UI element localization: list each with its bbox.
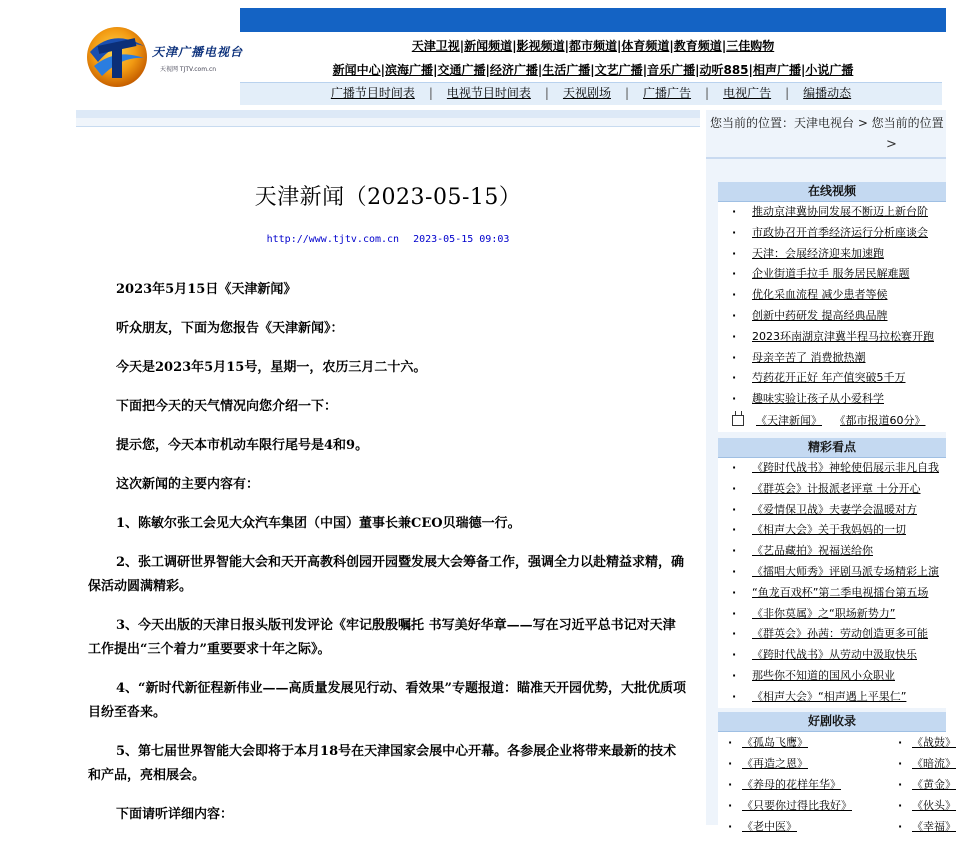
article-paragraph: 1、陈敏尔张工会见大众汽车集团（中国）董事长兼CEO贝瑞德一行。 — [116, 516, 521, 531]
article-source-url[interactable]: http://www.tjtv.com.cn — [266, 234, 400, 245]
content-top-strip-light — [76, 118, 700, 127]
nav-news-channel[interactable]: 新闻频道 — [464, 39, 513, 53]
article-paragraph: 今天是2023年5月15号，星期一，农历三月二十六。 — [116, 360, 427, 375]
highlights-panel — [718, 438, 946, 708]
list-item[interactable]: · 芍药花开正好 年产值突破5千万 — [718, 368, 946, 389]
logo-subtext: 天视网 TJTV.com.cn — [160, 66, 217, 73]
list-item[interactable]: · 《伙头》 — [888, 795, 948, 816]
list-item[interactable]: · 《跨时代战书》神轮使侣展示非凡自我 — [718, 458, 946, 479]
list-item[interactable]: · 《只要你过得比我好》 — [718, 795, 888, 816]
list-item[interactable]: · 《相声大会》关于我妈妈的一切 — [718, 520, 946, 541]
article-paragraph: 下面把今天的天气情况向您介绍一下： — [116, 399, 338, 414]
nav-traffic-radio[interactable]: 交通广播 — [437, 63, 486, 77]
tv-link-city-report[interactable]: 《都市报道60分》 — [840, 413, 926, 427]
dramas-panel — [718, 712, 956, 837]
nav-885-radio[interactable]: 动听885 — [699, 63, 749, 77]
tv-icon — [732, 415, 744, 426]
nav-news-center[interactable]: 新闻中心 — [332, 63, 381, 77]
nav-tv-ads[interactable]: 电视广告 — [723, 86, 772, 100]
dramas-title: 好剧收录 — [718, 712, 946, 732]
nav-tv-schedule[interactable]: 电视节目时间表 — [446, 86, 531, 100]
article-paragraph: 听众朋友，下面为您报告《天津新闻》： — [116, 321, 344, 336]
radio-channel-nav: 新闻中心|滨海广播|交通广播|经济广播|生活广播|文艺广播|音乐广播|动听885|相声广播|小说广播 — [332, 63, 854, 77]
nav-arts-radio[interactable]: 文艺广播 — [594, 63, 643, 77]
list-item[interactable]: · 创新中药研发 提高经典品牌 — [718, 306, 946, 327]
schedule-subnav: 广播节目时间表 | 电视节目时间表 | 天视剧场 | 广播广告 | 电视广告 | 编播动态 — [240, 82, 942, 105]
list-item[interactable]: · 《养母的花样年华》 — [718, 774, 888, 795]
article-paragraph: 提示您，今天本市机动车限行尾号是4和9。 — [116, 438, 369, 453]
logo-text: 天津广播电视台 — [152, 45, 244, 59]
list-item[interactable]: · 天津：会展经济迎来加速跑 — [718, 244, 946, 265]
list-item[interactable]: · 《孤岛飞鹰》 — [718, 732, 888, 753]
nav-binhai-radio[interactable]: 滨海广播 — [385, 63, 434, 77]
nav-tianjin-tv[interactable]: 天津卫视 — [411, 39, 460, 53]
list-item[interactable]: · 《非你莫属》之“职场新势力” — [718, 604, 946, 625]
highlights-title: 精彩看点 — [718, 438, 946, 458]
list-item[interactable]: · 母亲辛苦了 消费掀热潮 — [718, 348, 946, 369]
nav-tv-theater[interactable]: 天视剧场 — [562, 86, 611, 100]
nav-life-radio[interactable]: 生活广播 — [542, 63, 591, 77]
list-item[interactable]: · 推动京津冀协同发展不断迈上新台阶 — [718, 202, 946, 223]
article-paragraph: 下面请听详细内容： — [116, 807, 234, 822]
article-paragraph: 4、“新时代新征程新伟业——高质量发展见行动、看效果”专题报道：瞄准天开园优势，大批优质项目纷至沓来。 — [88, 681, 687, 720]
article-datetime: 2023-05-15 09:03 — [413, 234, 510, 245]
nav-radio-schedule[interactable]: 广播节目时间表 — [330, 86, 415, 100]
nav-crosstalk-radio[interactable]: 相声广播 — [752, 63, 801, 77]
list-item[interactable]: · 《相声大会》“相声遇上平果仁” — [718, 687, 946, 708]
breadcrumb[interactable]: 您当前的位置：天津电视台 > 您当前的位置 — [710, 116, 944, 130]
list-item[interactable]: · 趣味实验让孩子从小爱科学 — [718, 389, 946, 410]
nav-radio-ads[interactable]: 广播广告 — [643, 86, 692, 100]
list-item[interactable]: · 《战鼓》 — [888, 732, 948, 753]
online-video-panel — [718, 182, 946, 432]
list-item[interactable]: · 《幸福》 — [888, 816, 948, 837]
list-item[interactable]: · 2023环南湖京津冀半程马拉松赛开跑 — [718, 327, 946, 348]
list-item[interactable]: · 那些你不知道的国风小众职业 — [718, 666, 946, 687]
article-body — [88, 278, 688, 842]
tv-program-links — [718, 410, 946, 432]
online-video-title: 在线视频 — [718, 182, 946, 202]
article-paragraph: 5、第七届世界智能大会即将于本月18号在天津国家会展中心开幕。各参展企业将带来最新的技术和产品，亮相展会。 — [88, 744, 677, 783]
list-item[interactable]: · “鱼龙百戏杯”第二季电视擂台第五场 — [718, 583, 946, 604]
article-meta — [76, 234, 700, 245]
list-item[interactable]: · 企业街道手拉手 服务居民解难题 — [718, 264, 946, 285]
list-item[interactable]: · 《再造之恩》 — [718, 753, 888, 774]
nav-novel-radio[interactable]: 小说广播 — [805, 63, 854, 77]
top-blue-bar — [240, 8, 946, 32]
list-item[interactable]: · 《群英会》孙茜：劳动创造更多可能 — [718, 624, 946, 645]
list-item[interactable]: · 《老中医》 — [718, 816, 888, 837]
article-paragraph: 2、张工调研世界智能大会和天开高教科创园开园暨发展大会筹备工作，强调全力以赴精益求精，确保活动圆满精彩。 — [88, 555, 685, 594]
content-top-strip — [76, 110, 700, 118]
nav-broadcast-news[interactable]: 编播动态 — [803, 86, 852, 100]
nav-shopping-channel[interactable]: 三佳购物 — [726, 39, 775, 53]
nav-music-radio[interactable]: 音乐广播 — [647, 63, 696, 77]
breadcrumb-arrow-icon: > — [886, 137, 897, 152]
list-item[interactable]: · 《群英会》计报派老评章 十分开心 — [718, 479, 946, 500]
list-item[interactable]: · 《爱情保卫战》夫妻学会温暖对方 — [718, 500, 946, 521]
list-item[interactable]: · 《擂唱大师秀》评剧马派专场精彩上演 — [718, 562, 946, 583]
tv-link-tianjin-news[interactable]: 《天津新闻》 — [756, 413, 822, 427]
list-item[interactable]: · 优化采血流程 减少患者等候 — [718, 285, 946, 306]
tv-channel-nav: 天津卫视|新闻频道|影视频道|都市频道|体育频道|教育频道|三佳购物 — [411, 39, 775, 53]
list-item[interactable]: · 市政协召开首季经济运行分析座谈会 — [718, 223, 946, 244]
nav-sports-channel[interactable]: 体育频道 — [621, 39, 670, 53]
list-item[interactable]: · 《黄金》 — [888, 774, 948, 795]
breadcrumb-divider — [706, 157, 946, 159]
list-item[interactable]: · 《暗流》 — [888, 753, 948, 774]
nav-economy-radio[interactable]: 经济广播 — [489, 63, 538, 77]
nav-city-channel[interactable]: 都市频道 — [568, 39, 617, 53]
nav-education-channel[interactable]: 教育频道 — [673, 39, 722, 53]
article-title: 天津新闻（2023-05-15） — [254, 185, 522, 210]
list-item[interactable]: · 《跨时代战书》从劳动中汲取快乐 — [718, 645, 946, 666]
list-item[interactable]: · 《艺品藏拍》祝福送给你 — [718, 541, 946, 562]
article-paragraph: 3、今天出版的天津日报头版刊发评论《牢记殷殷嘱托 书写美好华章——写在习近平总书记对天津工作提出“三个着力”重要要求十年之际》。 — [88, 618, 676, 657]
article-paragraph: 2023年5月15日《天津新闻》 — [116, 282, 297, 297]
article-paragraph: 这次新闻的主要内容有： — [116, 477, 260, 492]
nav-film-channel[interactable]: 影视频道 — [516, 39, 565, 53]
